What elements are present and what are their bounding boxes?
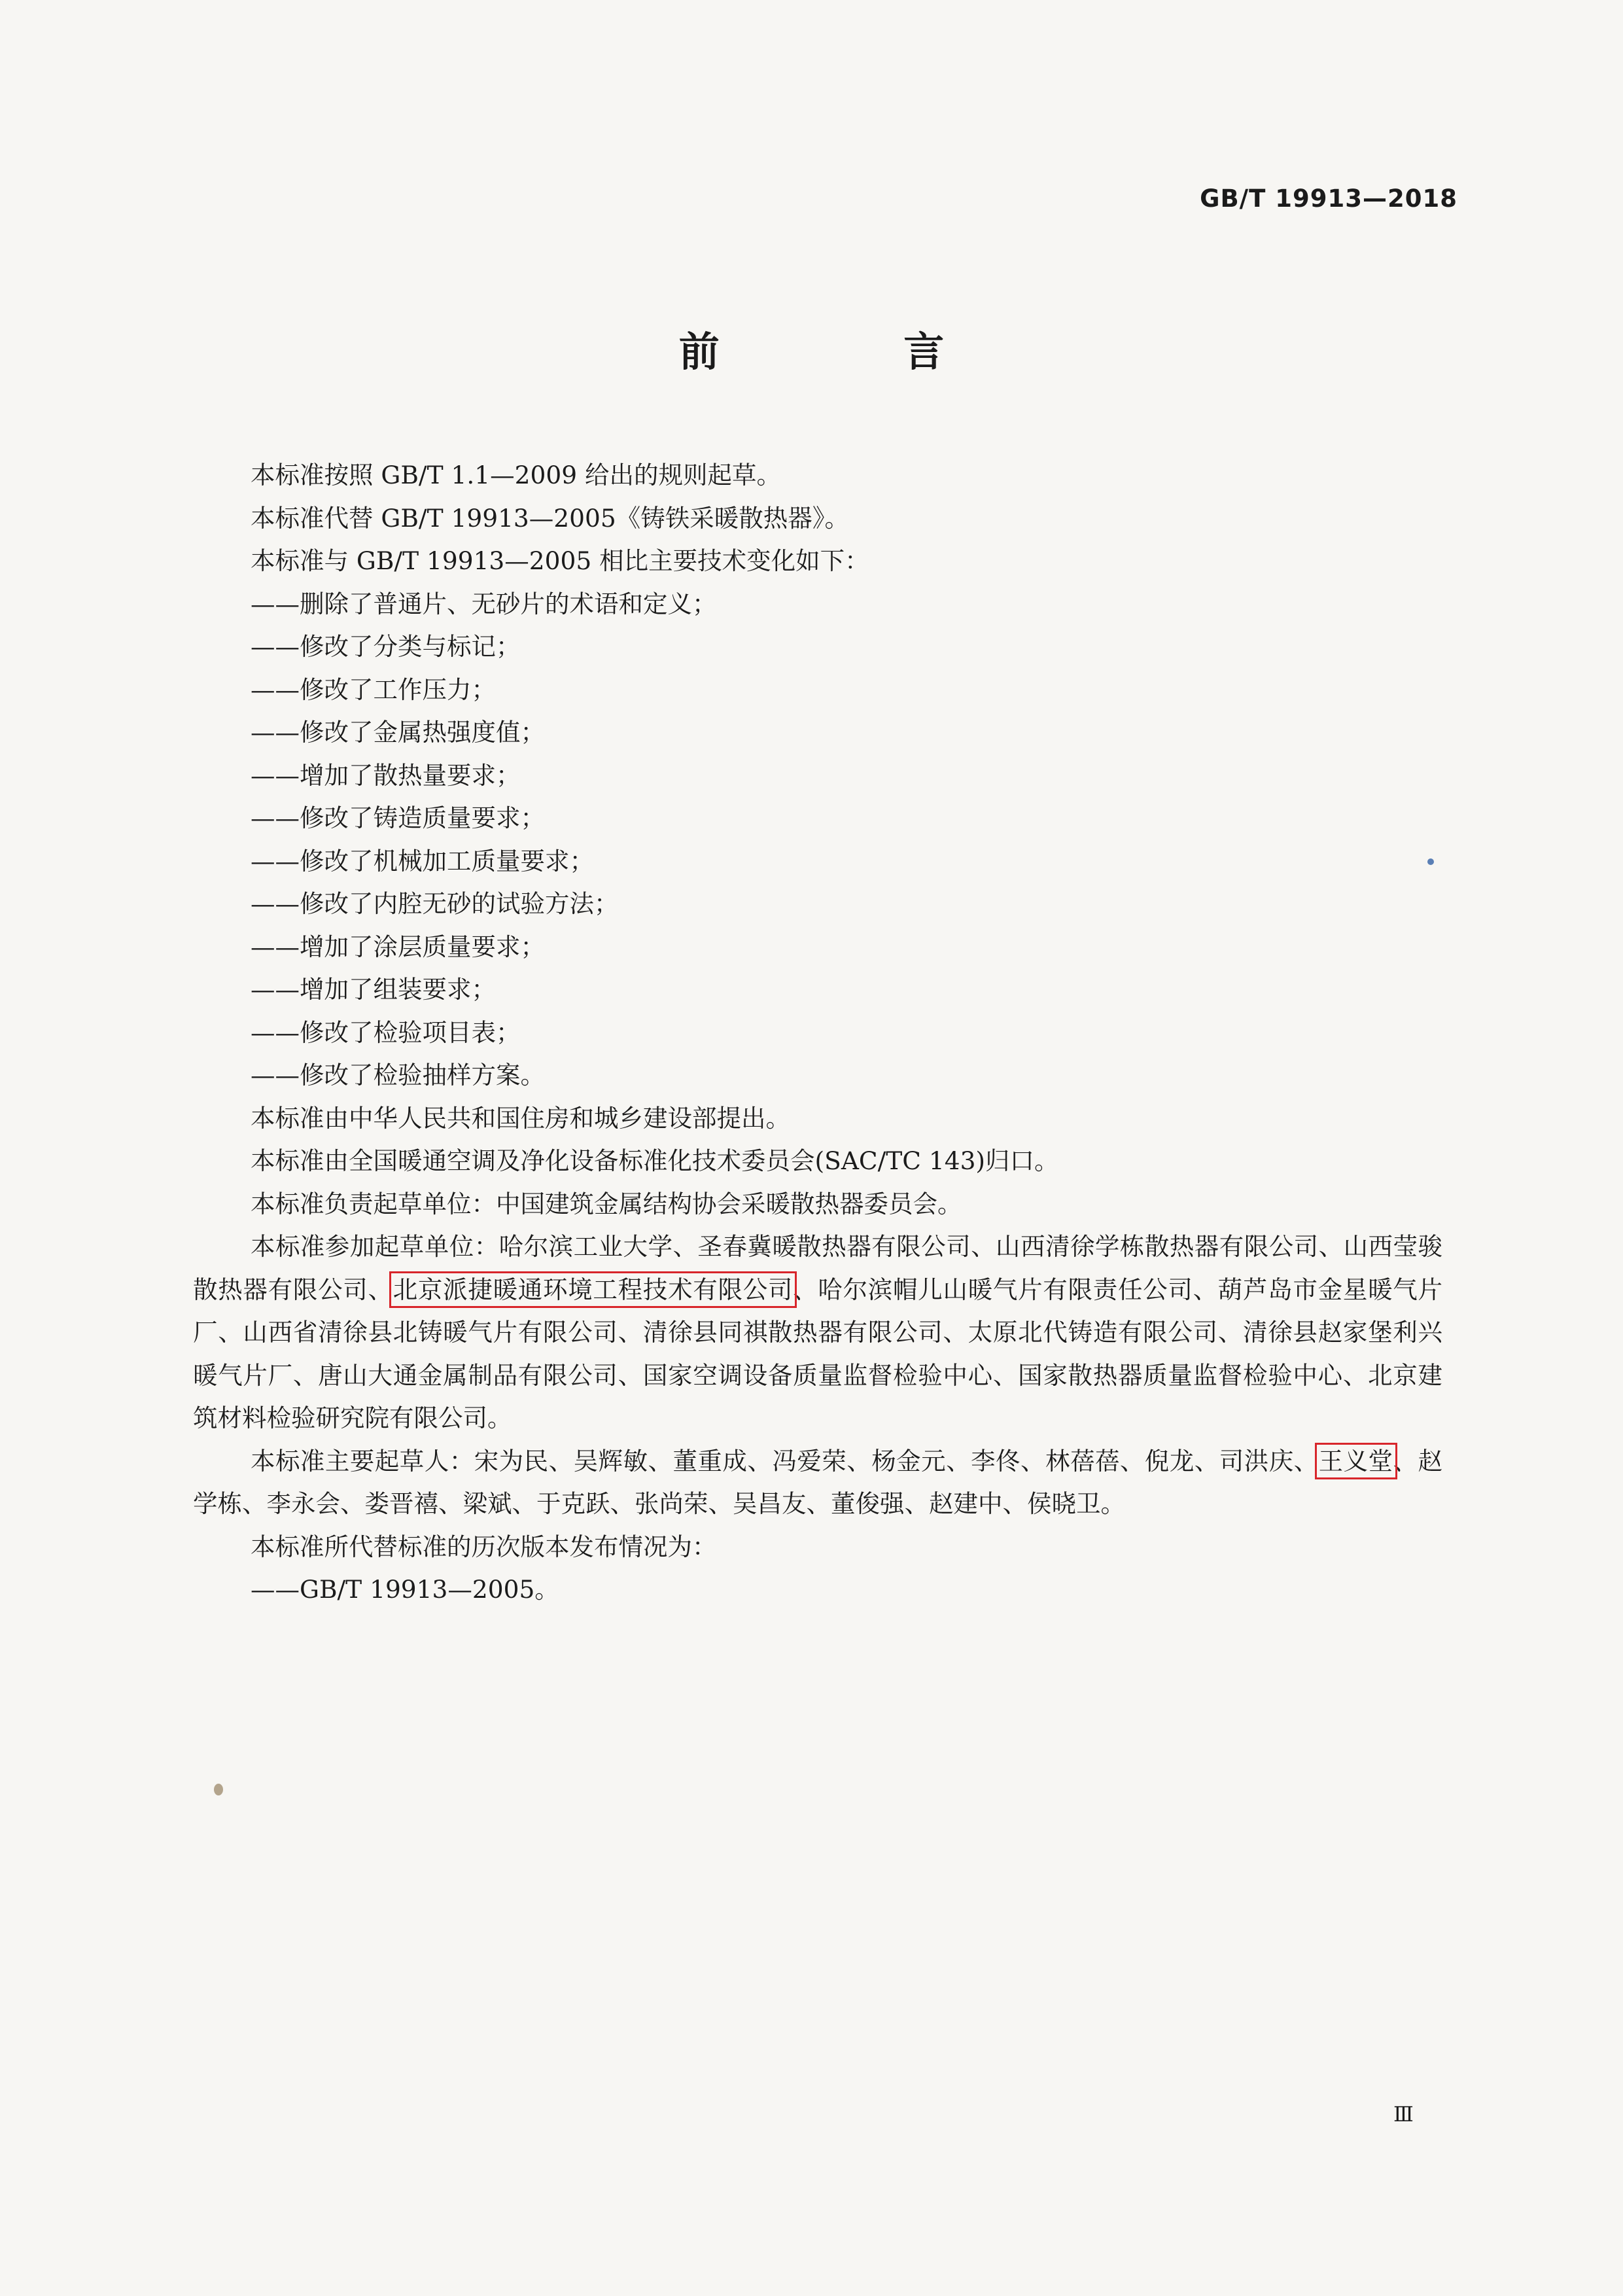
list-item: —— 增加了散热量要求； [193, 754, 1442, 798]
participants-text-after: 、哈尔滨帽儿山暖气片有限责任公司、葫芦岛市金星暖气片厂、山西省清徐县北铸暖气片有限公司、清徐县同祺散热器有限公司、太原北代铸造有限公司、清徐县赵家堡利兴暖气片厂、唐山大通金属制品有限公司、国家空调设备质量监督检验中心、国家散热器质量监督检验中心、北京建筑材料检验研究院有限公司。 [193, 1275, 1443, 1432]
highlighted-company: 北京派捷暖通环境工程技术有限公司 [393, 1275, 794, 1304]
history-item: —— GB/T 19913—2005。 [193, 1568, 1442, 1612]
list-item: —— 修改了机械加工质量要求； [193, 840, 1442, 883]
paragraph-centralized-by: 本标准由全国暖通空调及净化设备标准化技术委员会(SAC/TC 143)归口。 [251, 1146, 1059, 1175]
page-number: Ⅲ [1393, 2102, 1414, 2127]
list-item: —— 修改了分类与标记； [193, 626, 1442, 669]
paragraph-drafting-rules: 本标准按照 GB/T 1.1—2009 给出的规则起草。 [251, 461, 781, 489]
scan-speck [1427, 858, 1434, 865]
list-item: —— 修改了金属热强度值； [193, 711, 1442, 754]
paragraph-history-intro: 本标准所代替标准的历次版本发布情况为： [251, 1532, 717, 1561]
paragraph-participants [193, 1226, 1442, 1440]
paragraph-drafters [193, 1440, 1442, 1526]
foreword-body [193, 454, 1442, 1612]
list-item: —— 修改了检验项目表； [193, 1012, 1442, 1055]
list-item: —— 修改了检验抽样方案。 [193, 1054, 1442, 1097]
scan-speck [214, 1784, 223, 1795]
list-item: —— 增加了涂层质量要求； [193, 926, 1442, 969]
drafters-text-before: 本标准主要起草人：宋为民、吴辉敏、董重成、冯爱荣、杨金元、李佟、林蓓蓓、倪龙、司洪庆、 [251, 1446, 1319, 1475]
standard-number: GB/T 19913—2018 [1200, 185, 1457, 213]
paragraph-changes-intro: 本标准与 GB/T 19913—2005 相比主要技术变化如下： [251, 546, 869, 575]
page-title: 前 言 [678, 328, 1030, 376]
paragraph-replaces: 本标准代替 GB/T 19913—2005《铸铁采暖散热器》。 [251, 503, 849, 533]
paragraph-lead-drafter: 本标准负责起草单位：中国建筑金属结构协会采暖散热器委员会。 [251, 1189, 962, 1218]
list-item: —— 修改了工作压力； [193, 669, 1442, 712]
list-item: —— 修改了内腔无砂的试验方法； [193, 883, 1442, 926]
list-item: —— 修改了铸造质量要求； [193, 797, 1442, 840]
drafters-text-after: 、赵学栋、李永会、娄晋禧、梁斌、于克跃、张尚荣、吴昌友、董俊强、赵建中、侯晓卫。 [193, 1446, 1442, 1518]
highlighted-person: 王义堂 [1318, 1446, 1393, 1475]
participants-text-before: 本标准参加起草单位：哈尔滨工业大学、圣春冀暖散热器有限公司、山西清徐学栋散热器有限公司、山西莹骏散热器有限公司、 [193, 1232, 1442, 1304]
list-item: —— 增加了组装要求； [193, 968, 1442, 1012]
list-item: —— 删除了普通片、无砂片的术语和定义； [193, 583, 1442, 626]
paragraph-proposed-by: 本标准由中华人民共和国住房和城乡建设部提出。 [251, 1103, 790, 1133]
